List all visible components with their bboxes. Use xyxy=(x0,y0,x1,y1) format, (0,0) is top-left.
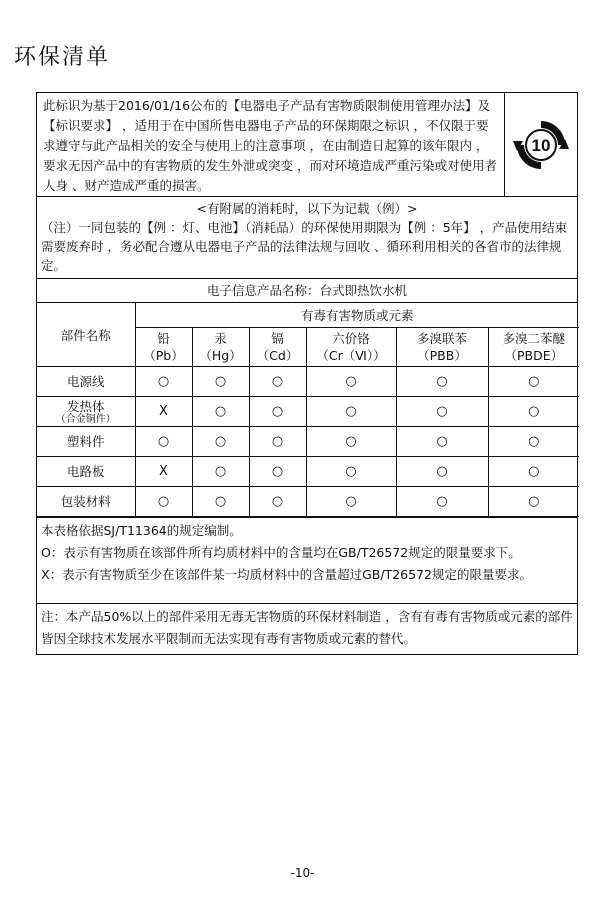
substance-table xyxy=(37,303,579,517)
substance-mark: ○ xyxy=(396,457,488,487)
substance-mark: ○ xyxy=(135,367,192,397)
substance-mark: ○ xyxy=(488,427,579,457)
attachment-heading: <有附属的消耗时，以下为记载（例）> xyxy=(196,201,418,216)
substance-mark: ○ xyxy=(488,367,579,397)
part-cell xyxy=(37,487,135,517)
table-row xyxy=(37,367,579,397)
part-cell xyxy=(37,367,135,397)
substance-mark: ○ xyxy=(396,427,488,457)
note-line: 本表格依据SJ/T11364的规定编制。 xyxy=(41,523,242,538)
substance-mark: ○ xyxy=(249,487,306,517)
substance-symbol: （Cr（Ⅵ）） xyxy=(316,348,386,363)
substance-name: 镉 xyxy=(271,331,284,346)
substance-symbol: （Cd） xyxy=(256,348,299,363)
part-cell xyxy=(37,427,135,457)
substance-mark: ○ xyxy=(488,397,579,427)
product-name: 电子信息产品名称：台式即热饮水机 xyxy=(37,279,577,303)
substance-mark: ○ xyxy=(306,397,396,427)
substance-mark: ○ xyxy=(135,487,192,517)
substance-mark: ○ xyxy=(192,487,249,517)
page-number: -10- xyxy=(290,866,315,880)
part-name-header: 部件名称 xyxy=(37,303,135,367)
attachment-section xyxy=(37,197,577,279)
table-row xyxy=(37,397,579,427)
intro-section xyxy=(37,93,577,197)
part-cell xyxy=(37,457,135,487)
substance-header xyxy=(396,328,488,367)
substance-header xyxy=(249,328,306,367)
recycle-period-icon xyxy=(513,117,569,173)
substance-mark: X xyxy=(135,397,192,427)
substance-name: 多溴二苯醚 xyxy=(502,331,566,346)
part-subname: （合金铜件） xyxy=(55,413,116,425)
table-row xyxy=(37,487,579,517)
substance-mark: ○ xyxy=(249,427,306,457)
substance-symbol: （Pb） xyxy=(143,348,184,363)
substance-symbol: （Hg） xyxy=(199,348,242,363)
table-row xyxy=(37,457,579,487)
substance-mark: ○ xyxy=(192,397,249,427)
substance-mark: ○ xyxy=(192,457,249,487)
substance-mark: X xyxy=(135,457,192,487)
substance-mark: ○ xyxy=(488,487,579,517)
substance-mark: ○ xyxy=(396,487,488,517)
substance-mark: ○ xyxy=(249,457,306,487)
substance-name: 汞 xyxy=(214,331,227,346)
substance-header xyxy=(135,328,192,367)
note-line: O：表示有害物质在该部件所有均质材料中的含量均在GB/T26572规定的限量要求下。 xyxy=(41,545,521,560)
logo-number: 10 xyxy=(531,135,551,155)
substance-mark: ○ xyxy=(249,367,306,397)
part-cell xyxy=(37,397,135,427)
substance-mark: ○ xyxy=(249,397,306,427)
substance-name: 多溴联苯 xyxy=(416,331,467,346)
substance-header xyxy=(192,328,249,367)
part-name: 塑料件 xyxy=(66,434,105,449)
substance-mark: ○ xyxy=(135,427,192,457)
substance-mark: ○ xyxy=(306,487,396,517)
note-line: X：表示有害物质至少在该部件某一均质材料中的含量超过GB/T26572规定的限量要求。 xyxy=(41,567,532,582)
environmental-period-logo xyxy=(504,93,577,196)
substance-mark: ○ xyxy=(192,427,249,457)
substance-mark: ○ xyxy=(396,397,488,427)
intro-text: 此标识为基于2016/01/16公布的【电器电子产品有害物质限制使用管理办法】及【标识要求】 ，适用于在中国所售电器电子产品的环保期限之标识 ，不仅限于要求遵守与此产品相关的安全与使用上的注意事项 ，在由制造日起算的该年限内 ，要求无因产品中的有害物质的发生外泄或突变 ，而对环境造成严重污染或对使用者人身 、财产造成严重的损害。 xyxy=(43,98,497,193)
substance-name: 铅 xyxy=(157,331,170,346)
substance-header xyxy=(488,328,579,367)
substance-mark: ○ xyxy=(306,457,396,487)
substance-mark: ○ xyxy=(192,367,249,397)
substance-mark: ○ xyxy=(306,367,396,397)
page-title: 环保清单 xyxy=(14,45,111,70)
substance-symbol: （PBB） xyxy=(417,348,467,363)
attachment-text: （注）一同包装的【例 ：灯、电池】（消耗品）的环保使用期限为【例 ：5年】 ，产品使用结束需要废弃时 ，务必配合遵从电器电子产品的法律法规与回收 、循环利用相关的各省市的法律规定。 xyxy=(41,220,568,273)
substance-mark: ○ xyxy=(306,427,396,457)
part-name: 电路板 xyxy=(66,464,105,479)
substance-mark: ○ xyxy=(396,367,488,397)
footnote: 注：本产品50%以上的部件采用无毒无害物质的环保材料制造 ，含有有毒有害物质或元素的部件皆因全球技术发展水平限制而无法实现有毒有害物质或元素的替代。 xyxy=(41,609,573,646)
notes-section xyxy=(37,518,577,604)
substance-table-wrap xyxy=(37,303,577,518)
table-row xyxy=(37,427,579,457)
substance-symbol: （PBDE） xyxy=(504,348,564,363)
part-name: 电源线 xyxy=(66,374,105,389)
substance-name: 六价铬 xyxy=(332,331,370,346)
part-name: 包装材料 xyxy=(60,494,111,509)
hazard-group-header: 有毒有害物质或元素 xyxy=(135,303,579,328)
environmental-sheet xyxy=(36,92,578,655)
substance-header xyxy=(306,328,396,367)
part-name: 发热体 xyxy=(66,398,105,414)
substance-mark: ○ xyxy=(488,457,579,487)
